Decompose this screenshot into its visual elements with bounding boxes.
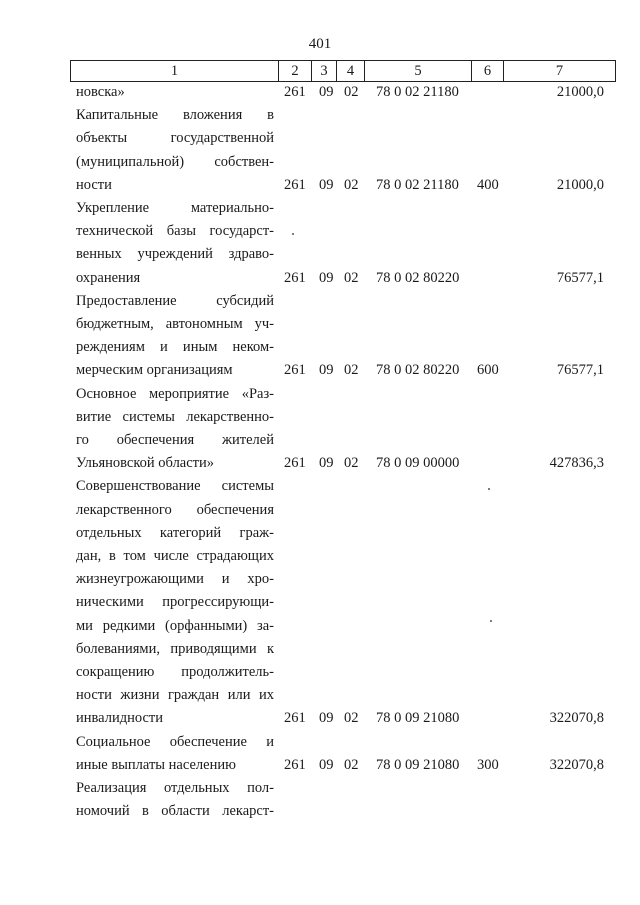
description-line: технической базы государст-	[76, 223, 274, 240]
cell-col-5: 78 0 02 21180	[376, 84, 459, 100]
description-line: сокращению продолжитель-	[76, 663, 274, 680]
cell-col-5: 78 0 02 80220	[376, 269, 460, 286]
cell-col-3: 09	[319, 84, 334, 100]
description-line: реждениям и иным неком-	[76, 339, 274, 356]
cell-col-3: 09	[319, 756, 334, 773]
description-line: номочий в области лекарст-	[76, 803, 274, 820]
cell-col-6: 400	[477, 176, 499, 193]
scan-speck	[490, 620, 492, 622]
description-line: витие системы лекарственно-	[76, 408, 274, 425]
description-line: жизнеугрожающими и хро-	[76, 571, 274, 588]
scan-speck	[292, 233, 294, 235]
cell-col-2: 261	[284, 756, 306, 773]
description-line: болеваниями, приводящими к	[76, 640, 274, 657]
cell-col-7: 21000,0	[556, 84, 604, 100]
cell-col-4: 02	[344, 269, 359, 286]
row-description	[76, 104, 274, 197]
description-line: новска»	[76, 84, 125, 100]
cell-col-5: 78 0 09 00000	[376, 455, 460, 472]
cell-col-4: 02	[344, 455, 359, 472]
cell-col-4: 02	[344, 84, 359, 100]
scan-speck	[488, 488, 490, 490]
row-description	[76, 81, 274, 104]
description-line: Основное мероприятие «Раз-	[76, 385, 274, 402]
cell-col-3: 09	[319, 455, 334, 472]
cell-col-5: 78 0 09 21080	[376, 710, 460, 727]
description-line: Укрепление материально-	[76, 200, 274, 216]
description-line: Предоставление субсидий	[76, 292, 274, 309]
cell-col-2: 261	[284, 84, 306, 100]
column-header-3: 3	[312, 61, 337, 82]
description-line: Реализация отдельных пол-	[76, 780, 274, 796]
cell-col-2: 261	[284, 710, 306, 727]
description-line: (муниципальной) собствен-	[76, 153, 274, 170]
cell-col-3: 09	[319, 269, 334, 286]
cell-col-7: 322070,8	[549, 710, 604, 727]
column-header-1: 1	[71, 61, 279, 82]
cell-col-2: 261	[284, 176, 306, 193]
description-line: охранения	[76, 269, 141, 286]
description-line: ническими прогрессирующи-	[76, 594, 274, 611]
description-line: го обеспечения жителей	[76, 431, 274, 448]
column-header-6: 6	[472, 61, 504, 82]
row-description	[76, 731, 274, 777]
description-line: иные выплаты населению	[76, 756, 236, 773]
row-description	[76, 383, 274, 476]
cell-col-5: 78 0 02 21180	[376, 176, 459, 193]
row-description	[76, 290, 274, 383]
description-line: лекарственного обеспечения	[76, 501, 274, 518]
row-description	[76, 777, 274, 823]
cell-col-2: 261	[284, 269, 306, 286]
column-header-4: 4	[337, 61, 365, 82]
description-line: бюджетным, автономным уч-	[76, 315, 274, 332]
description-line: отдельных категорий граж-	[76, 524, 274, 541]
cell-col-6: 600	[477, 362, 499, 379]
cell-col-7: 21000,0	[556, 176, 604, 193]
cell-col-5: 78 0 02 80220	[376, 362, 460, 379]
cell-col-7: 76577,1	[556, 269, 604, 286]
description-line: мерческим организациям	[76, 362, 233, 379]
cell-col-7: 76577,1	[556, 362, 604, 379]
column-header-table	[70, 60, 616, 82]
row-description	[76, 197, 274, 290]
description-line: Социальное обеспечение и	[76, 733, 274, 750]
description-line: инвалидности	[76, 710, 164, 727]
cell-col-6: 300	[477, 756, 499, 773]
description-line: ности жизни граждан или их	[76, 687, 274, 704]
description-line: дан, в том числе страдающих	[76, 547, 274, 564]
description-line: ми редкими (орфанными) за-	[76, 617, 274, 634]
description-line: Ульяновской области»	[76, 455, 215, 472]
cell-col-5: 78 0 09 21080	[376, 756, 460, 773]
description-line: венных учреждений здраво-	[76, 246, 274, 263]
description-line: Совершенствование системы	[76, 478, 274, 495]
cell-col-4: 02	[344, 710, 359, 727]
cell-col-4: 02	[344, 176, 359, 193]
cell-col-4: 02	[344, 756, 359, 773]
cell-col-2: 261	[284, 362, 306, 379]
cell-col-4: 02	[344, 362, 359, 379]
description-line: Капитальные вложения в	[76, 107, 274, 124]
cell-col-3: 09	[319, 176, 334, 193]
column-header-5: 5	[365, 61, 472, 82]
cell-col-7: 427836,3	[549, 455, 604, 472]
cell-col-2: 261	[284, 455, 306, 472]
column-header-2: 2	[279, 61, 312, 82]
page-number: 401	[308, 36, 332, 52]
cell-col-3: 09	[319, 362, 334, 379]
description-line: ности	[76, 176, 112, 193]
cell-col-3: 09	[319, 710, 334, 727]
description-line: объекты государственной	[76, 130, 274, 147]
row-description	[76, 475, 274, 730]
cell-col-7: 322070,8	[549, 756, 604, 773]
column-header-7: 7	[504, 61, 616, 82]
